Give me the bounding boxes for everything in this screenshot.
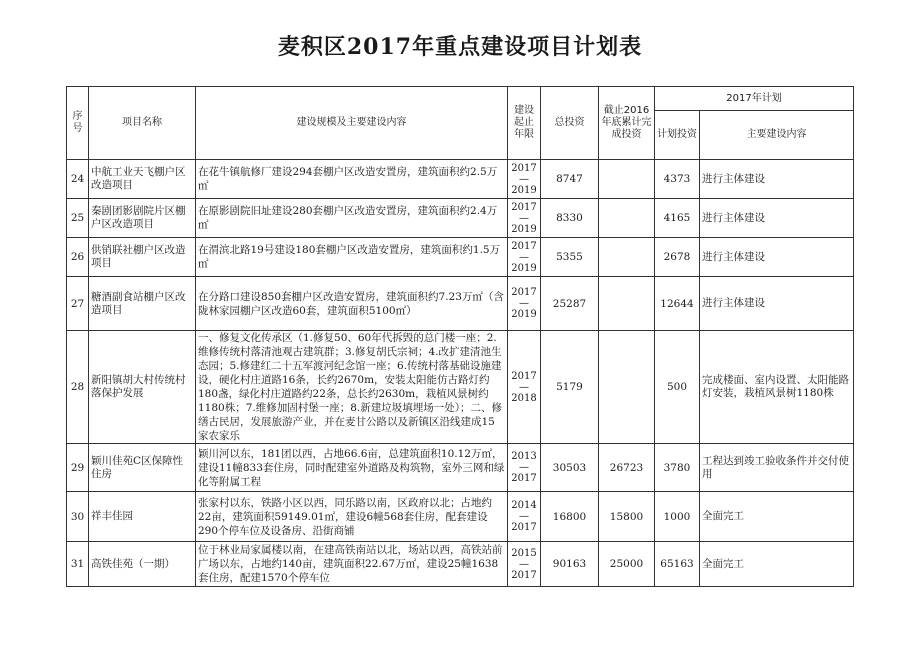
cell-cumulative: 26723 (599, 444, 655, 492)
cell-project-name: 新阳镇胡大村传统村落保护发展 (89, 331, 196, 444)
cell-seq: 28 (67, 331, 89, 444)
cell-years (508, 492, 541, 542)
cell-project-name: 祥丰佳园 (89, 492, 196, 542)
cell-project-name: 颖川佳苑C区保障性住房 (89, 444, 196, 492)
cell-years (508, 160, 541, 199)
year-dash: — (519, 462, 529, 473)
cell-cumulative: 25000 (599, 542, 655, 587)
cell-plan-invest: 65163 (655, 542, 700, 587)
header-years: 建设起止年限 (508, 87, 541, 160)
header-name: 项目名称 (89, 87, 196, 160)
cell-plan-invest: 4165 (655, 199, 700, 238)
year-start: 2017 (511, 287, 537, 298)
cell-years (508, 238, 541, 277)
year-end: 2017 (511, 522, 537, 533)
cell-plan-invest: 3780 (655, 444, 700, 492)
table-row (67, 277, 854, 331)
year-end: 2019 (511, 309, 537, 320)
year-start: 2013 (511, 451, 537, 462)
table-row (67, 492, 854, 542)
cell-scope: 张家村以东，铁路小区以西，同乐路以南，区政府以北；占地约22亩，建筑面积59149.01㎡，建设6幢568套住房，配套建设290个停车位及设备房、沿街商铺 (196, 492, 508, 542)
year-end: 2017 (511, 569, 537, 581)
year-dash: — (519, 173, 529, 185)
cell-years (508, 199, 541, 238)
table-row (67, 331, 854, 444)
cell-cumulative: 15800 (599, 492, 655, 542)
cell-project-name: 供销联社棚户区改造项目 (89, 238, 196, 277)
table-row (67, 444, 854, 492)
cell-plan-invest: 4373 (655, 160, 700, 199)
cell-plan-content: 工程达到竣工验收条件并交付使用 (700, 444, 854, 492)
year-end: 2018 (511, 392, 537, 404)
cell-total: 8330 (541, 199, 599, 238)
cell-scope: 一、修复文化传承区（1.修复50、60年代拆毁的总门楼一座；2.维修传统村落清池观古建筑群；3.修复胡氏宗祠；4.改扩建清池生态园；5.修建红二十五军渡河纪念馆一座；6.传统村落基础设施建设，硬化村庄道路16条，长约2670m，安装太阳能仿古路灯约180盏，绿化村庄道路约22条，总长约2630m，栽植风景树约1180株；7.维修加固村堡一座；8.新建垃圾填埋场一处）；二、修缮古民居，发展旅游产业，并在麦甘公路以及新镇区沿线建成15家农家乐 (196, 331, 508, 444)
cell-plan-invest: 2678 (655, 238, 700, 277)
cell-scope: 在渭滨北路19号建设180套棚户区改造安置房，建筑面积约1.5万㎡ (196, 238, 508, 277)
year-dash: — (519, 212, 529, 224)
cell-cumulative (599, 199, 655, 238)
header-cumulative: 截止2016年底累计完成投资 (599, 87, 655, 160)
year-dash: — (519, 511, 529, 522)
cell-total: 5179 (541, 331, 599, 444)
header-total: 总投资 (541, 87, 599, 160)
cell-seq: 30 (67, 492, 89, 542)
cell-plan-invest: 1000 (655, 492, 700, 542)
cell-plan-invest: 12644 (655, 277, 700, 331)
cell-seq: 31 (67, 542, 89, 587)
cell-total: 25287 (541, 277, 599, 331)
table-row (67, 542, 854, 587)
cell-seq: 25 (67, 199, 89, 238)
year-start: 2017 (511, 201, 537, 213)
cell-cumulative (599, 277, 655, 331)
year-start: 2017 (511, 370, 537, 382)
year-dash: — (519, 558, 529, 570)
year-end: 2019 (511, 223, 537, 235)
cell-plan-content: 全面完工 (700, 492, 854, 542)
cell-plan-content: 全面完工 (700, 542, 854, 587)
cell-seq: 27 (67, 277, 89, 331)
cell-project-name: 秦剧团影剧院片区棚户区改造项目 (89, 199, 196, 238)
cell-years (508, 277, 541, 331)
cell-plan-content: 进行主体建设 (700, 238, 854, 277)
cell-scope: 位于林业局家属楼以南，在建高铁南站以北，场站以西，高铁站前广场以东，占地约140亩，建筑面积22.67万㎡，建设25幢1638套住房，配建1570个停车位 (196, 542, 508, 587)
cell-years (508, 542, 541, 587)
header-seq: 序号 (67, 87, 89, 160)
cell-total: 30503 (541, 444, 599, 492)
header-plan2017: 2017年计划 (655, 87, 854, 111)
cell-project-name: 糖酒副食站棚户区改造项目 (89, 277, 196, 331)
cell-project-name: 中航工业天飞棚户区改造项目 (89, 160, 196, 199)
table-row (67, 238, 854, 277)
cell-scope: 在分路口建设850套棚户区改造安置房，建筑面积约7.23万㎡（含陇林家园棚户区改造60套，建筑面积5100㎡） (196, 277, 508, 331)
year-end: 2019 (511, 184, 537, 196)
cell-total: 8747 (541, 160, 599, 199)
cell-seq: 29 (67, 444, 89, 492)
cell-years (508, 444, 541, 492)
year-dash: — (519, 381, 529, 393)
cell-scope: 在花牛镇航修厂建设294套棚户区改造安置房，建筑面积约2.5万㎡ (196, 160, 508, 199)
table-row (67, 160, 854, 199)
year-dash: — (519, 298, 529, 309)
year-start: 2015 (511, 547, 537, 559)
cell-scope: 颖川河以东，181团以西，占地66.6亩，总建筑面积10.12万㎡，建设11幢833套住房，同时配建室外道路及构筑物，室外三网和绿化等附属工程 (196, 444, 508, 492)
cell-seq: 24 (67, 160, 89, 199)
cell-plan-content: 完成楼面、室内设置、太阳能路灯安装，栽植风景树1180株 (700, 331, 854, 444)
year-end: 2019 (511, 262, 537, 274)
year-end: 2017 (511, 473, 537, 484)
project-plan-table (66, 86, 854, 587)
header-plan-content: 主要建设内容 (700, 111, 854, 160)
cell-plan-content: 进行主体建设 (700, 277, 854, 331)
year-start: 2017 (511, 162, 537, 174)
cell-project-name: 高铁佳苑（一期） (89, 542, 196, 587)
cell-seq: 26 (67, 238, 89, 277)
cell-total: 16800 (541, 492, 599, 542)
cell-plan-content: 进行主体建设 (700, 160, 854, 199)
cell-cumulative (599, 331, 655, 444)
year-dash: — (519, 251, 529, 263)
cell-scope: 在原影剧院旧址建设280套棚户区改造安置房，建筑面积约2.4万㎡ (196, 199, 508, 238)
page-title: 麦积区2017年重点建设项目计划表 (277, 34, 643, 60)
cell-cumulative (599, 238, 655, 277)
cell-plan-invest: 500 (655, 331, 700, 444)
header-plan-invest: 计划投资 (655, 111, 700, 160)
cell-total: 90163 (541, 542, 599, 587)
header-scope: 建设规模及主要建设内容 (196, 87, 508, 160)
cell-total: 5355 (541, 238, 599, 277)
year-start: 2014 (511, 500, 537, 511)
table-row (67, 199, 854, 238)
cell-cumulative (599, 160, 655, 199)
cell-plan-content: 进行主体建设 (700, 199, 854, 238)
year-start: 2017 (511, 240, 537, 252)
cell-years (508, 331, 541, 444)
